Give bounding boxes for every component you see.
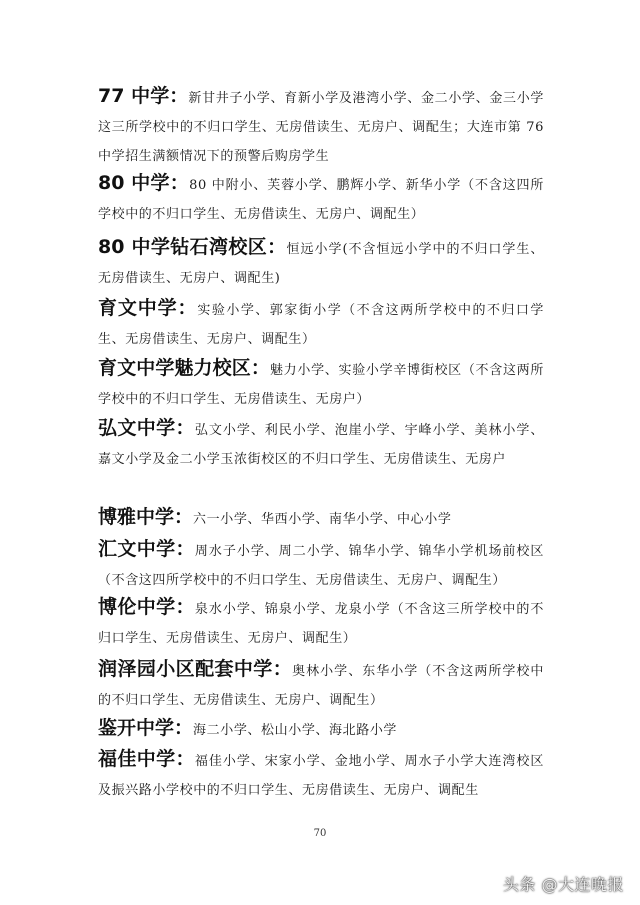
school-name: 汇文中学： <box>98 538 195 560</box>
school-name: 育文中学： <box>98 297 198 319</box>
school-name: 润泽园小区配套中学： <box>98 658 293 680</box>
school-feeder-text: 80 中附小、芙蓉小学、鹏辉小学、新华小学（不含这四所学校中的不归口学生、无房借读生、无房户、调配生） <box>98 178 545 222</box>
entry-boya-middle-school <box>98 503 544 534</box>
school-name: 博雅中学： <box>98 506 194 528</box>
school-feeder-text: 周水子小学、周二小学、锦华小学、锦华小学机场前校区（不含这四所学校中的不归口学生、无房借读生、无房户、调配生） <box>98 544 544 588</box>
entry-huiwen-middle-school <box>98 535 544 595</box>
school-name: 弘文中学： <box>98 417 195 439</box>
school-feeder-text: 海二小学、松山小学、海北路小学 <box>193 723 398 738</box>
entry-yuwen-middle-school <box>98 294 544 354</box>
entry-bolun-middle-school <box>98 593 544 653</box>
entry-77-middle-school <box>98 82 544 171</box>
school-feeder-text: 泉水小学、锦泉小学、龙泉小学（不含这三所学校中的不归口学生、无房借读生、无房户、调配生） <box>98 602 544 646</box>
entry-hongwen-middle-school <box>98 414 544 474</box>
page-number: 70 <box>313 828 327 839</box>
school-name: 育文中学魅力校区： <box>98 357 270 379</box>
entry-80-diamond-bay-campus <box>98 233 544 293</box>
school-feeder-text: 弘文小学、利民小学、泡崖小学、宇峰小学、美林小学、嘉文小学及金二小学玉浓街校区的不归口学生、无房借读生、无房户 <box>98 423 544 467</box>
entry-80-middle-school <box>98 169 544 229</box>
school-name: 鉴开中学： <box>98 717 194 739</box>
school-feeder-text: 奥林小学、东华小学（不含这两所学校中的不归口学生、无房借读生、无房户、调配生） <box>98 664 544 708</box>
source-watermark: 头条 @大连晚报 <box>502 875 624 894</box>
school-feeder-text: 六一小学、华西小学、南华小学、中心小学 <box>193 512 452 527</box>
school-name: 博伦中学： <box>98 596 195 618</box>
school-feeder-text: 实验小学、郭家街小学（不含这两所学校中的不归口学生、无房借读生、无房户、调配生） <box>98 303 544 347</box>
entry-runzeyuan-middle-school <box>98 655 544 715</box>
school-feeder-text: 新甘井子小学、育新小学及港湾小学、金二小学、金三小学这三所学校中的不归口学生、无房借读生、无房户、调配生；大连市第 76 中学招生满额情况下的预警后购房学生 <box>98 91 544 164</box>
entry-yuwen-meili-campus <box>98 354 544 414</box>
entry-fujia-middle-school <box>98 745 544 805</box>
school-name: 80 中学： <box>98 172 190 194</box>
school-name: 77 中学： <box>98 85 189 107</box>
school-feeder-text: 福佳小学、宋家小学、金地小学、周水子小学大连湾校区及振兴路小学校中的不归口学生、无房借读生、无房户、调配生 <box>98 754 544 798</box>
entry-jiankai-middle-school <box>98 714 544 745</box>
school-feeder-text: 恒远小学(不含恒远小学中的不归口学生、无房借读生、无房户、调配生) <box>98 242 544 286</box>
school-name: 80 中学钻石湾校区： <box>98 236 287 258</box>
school-feeder-text: 魅力小学、实验小学辛博街校区（不含这两所学校中的不归口学生、无房借读生、无房户） <box>98 363 544 407</box>
school-name: 福佳中学： <box>98 748 195 770</box>
